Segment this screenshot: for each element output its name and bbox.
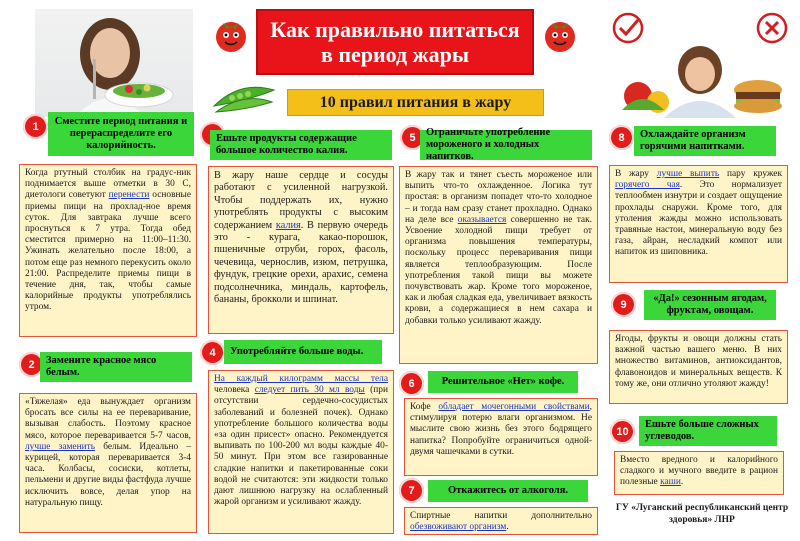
rule-text: В жару наше сердце и сосуды работают с усиленной нагрузкой. Чтобы поддержать их, нужно употреблять продукты с высоким содержанием — [214, 170, 388, 231]
tomato-mascot-icon — [209, 12, 253, 56]
woman-salad-photo — [35, 9, 193, 117]
rule-text-box — [614, 451, 784, 495]
rule-link[interactable]: следует пить 30 мл воды — [254, 385, 365, 396]
rule-link[interactable]: обезвоживают организм — [410, 522, 507, 533]
rule-text: . Это нормализует теплообмен изнутри и создает ощущение прохлады снаружи. Кроме того, для утоления жажды можно использовать травяные настои, минеральную воду без газа, айран, несладкий компот или напиток из шиповника. — [615, 180, 782, 258]
rule-number-badge: 8 — [609, 125, 634, 150]
rule-title: Ограничьте употребление мороженого и холодных напитков. — [420, 130, 592, 160]
rule-number-badge: 6 — [399, 371, 424, 396]
rule-text: В жару — [615, 169, 657, 179]
rule-text: Кофе — [410, 402, 439, 412]
rule-text: , стимулируя потерю влаги организмом. Не мыслите свою жизнь без этого бодрящего напитка? Попробуйте ограничиться одной-двумя чашечками в сутки. — [410, 402, 592, 457]
rule-number-badge: 10 — [610, 419, 635, 444]
rule-link[interactable]: каши — [660, 477, 681, 488]
rule-text: Вместо вредного и калорийного сладкого и мучного введите в рацион полезные — [620, 455, 778, 488]
rule-number-badge: 5 — [400, 125, 425, 150]
rule-text-box — [208, 166, 394, 334]
rule-text-box — [399, 166, 598, 364]
rule-link[interactable]: лучше заменить — [25, 441, 96, 452]
rule-text: . В первую очередь это - курага, какао-порошок, пшеничные отруби, горох, фасоль, чечевица, чернослив, изюм, петрушка, фундук, грецкие орехи, арахис, семена подсолнечника, миндаль, картофель, бананы, брокколи и шпинат. — [214, 219, 388, 306]
rule-text: Ягоды, фрукты и овощи должны стать важной частью вашего меню. В них множество витаминов, антиоксидантов, флавоноидов и минеральных веществ. К тому же, они отлично утоляют жажду! — [615, 334, 782, 389]
rule-text: Спиртные напитки дополнительно — [410, 511, 592, 521]
healthy-vs-junk-food-photo — [612, 44, 788, 118]
rule-text: (при отсутствии сердечно-сосудистых заболеваний и болезней почек). Однако употребление большого количества воды «за один присест» опасно. Рекомендуется выпивать по 100-200 мл воды каждые 40-50 минут. При этом все газированные сладкие напитки и пакетированные соки водой не считаются: эти жидкости только дают лишнюю нагрузку на ослабленный жарой организм и усиливают жажду. — [214, 385, 389, 508]
tomato-mascot-icon — [538, 12, 582, 56]
rule-number-badge: 9 — [611, 292, 636, 317]
rule-number-badge: 4 — [200, 340, 225, 365]
page-title: Как правильно питаться в период жары — [256, 9, 534, 75]
rule-link[interactable]: На каждый килограмм массы тела — [214, 374, 388, 384]
rule-text: В жару так и тянет съесть мороженое или выпить что-то охлажденное. Логика тут простая: в организм попадет что-то холодное – и тогда нам сразу станет прохладно. Однако на деле все — [405, 170, 592, 225]
organization-footer: ГУ «Луганский республиканский центр здоровья» ЛНР — [615, 503, 789, 525]
rule-text: . — [680, 477, 684, 488]
check-mark-icon — [612, 12, 644, 44]
rule-link[interactable]: перенести — [108, 190, 150, 201]
rule-number-badge: 2 — [19, 352, 44, 377]
rule-text-box — [609, 165, 788, 283]
rule-title: «Да!» сезонным ягодам, фруктам, овощам. — [644, 290, 776, 320]
rule-text: Когда ртутный столбик на градус-ник поднимается выше отметки в 30 С, диетологи советуют — [25, 168, 191, 201]
rule-text-box — [609, 330, 788, 404]
rule-link[interactable]: оказывается — [457, 214, 507, 225]
page-subtitle: 10 правил питания в жару — [287, 89, 544, 116]
rule-title: Сместите период питания и перераспределите его калорийность. — [48, 112, 194, 156]
rule-title: Охлаждайте организм горячими напитками. — [634, 126, 776, 156]
rule-link[interactable]: калия — [275, 219, 301, 231]
cross-mark-icon — [756, 12, 788, 44]
rule-text: совершенно не так. Усвоение холодной пищи требует от организма повышения температуры, поскольку процесс переваривания пищи является теплообразующим. После употребления такой пищи вы можете почувствовать жар. Кроме того мороженое, как и любая сладкая еда, увеличивает вязкость крови, а содержащиеся в нем сахара и добавки только усиливают жажду. — [405, 214, 592, 326]
rule-text-box — [208, 370, 394, 534]
rule-number-badge: 7 — [399, 478, 424, 503]
rule-text: основные приемы пищи на прохлад-ное время суток. Для завтрака лучше всего проснуться к 7 утра. Тогда обед сместится примерно на 11:00–11:30. Ужинать желательно после 18:00, а потом еще раз немного перекусить около 21:00. Распределите приемы пищи в течение дня, так, чтобы самые калорийные продукты употреблялись утром. — [25, 190, 191, 313]
rule-text-box — [19, 164, 197, 337]
rule-title: Употребляйте больше воды. — [224, 340, 382, 364]
rule-text-box — [19, 393, 197, 533]
rule-number-badge: 1 — [23, 114, 48, 139]
rule-title: Откажитесь от алкоголя. — [428, 480, 588, 502]
rule-title: Ешьте продукты содержащие большое количество калия. — [210, 130, 392, 160]
rule-title: Замените красное мясо белым. — [40, 352, 192, 382]
rule-link[interactable]: обладает мочегонными свойствами — [438, 402, 590, 412]
rule-text: человека — [214, 385, 255, 396]
rule-text: пару кружек — [719, 169, 782, 179]
rule-title: Ешьте больше сложных углеводов. — [639, 416, 777, 446]
rule-text: . — [506, 522, 509, 533]
rule-text: «Тяжелая» еда вынуждает организм бросать все силы на ее переваривание, вызывая слабость. Поэтому красное мясо, которое переваривается 5-7 часов, — [25, 397, 191, 441]
rule-link[interactable]: горячего чая — [615, 180, 680, 191]
rule-text-box — [404, 398, 598, 476]
rule-text: белым. Идеально – курицей, которая переваривается 3-4 часа. Колбасы, сосиски, котлеты, пельмени и другие виды фастфуда лучше исключить вовсе, делая упор на натуральную пищу. — [25, 441, 192, 508]
rule-text-box — [404, 507, 598, 535]
peas-pods-icon — [210, 76, 278, 116]
rule-title: Решительное «Нет» кофе. — [428, 371, 578, 393]
rule-link[interactable]: лучше выпить — [656, 169, 720, 179]
